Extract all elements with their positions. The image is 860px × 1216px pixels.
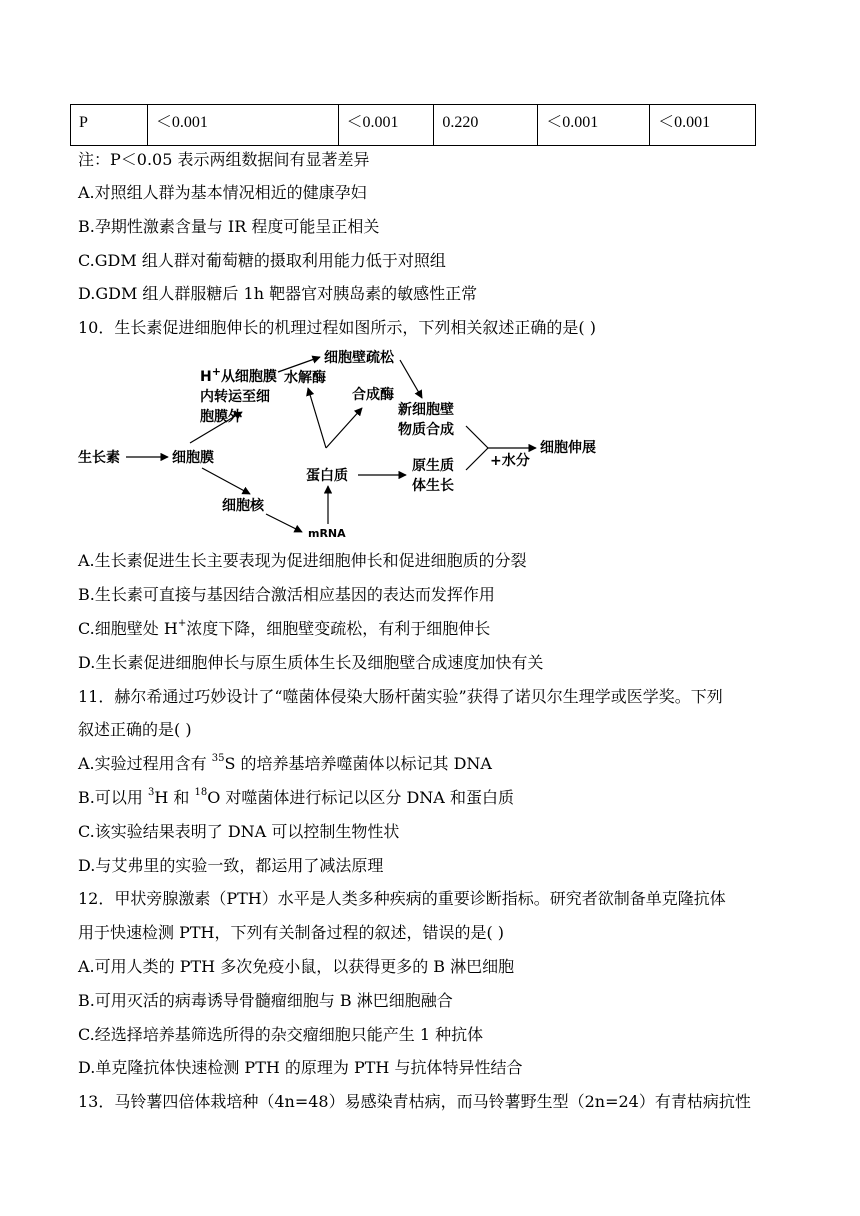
q12-stem-line-2: 用于快速检测 PTH，下列有关制备过程的叙述，错误的是( )	[78, 923, 505, 942]
auxin-mechanism-diagram	[70, 344, 610, 544]
merge-line-top	[466, 426, 488, 448]
table-row	[71, 105, 756, 146]
new-wall-label-1: 新细胞壁	[398, 402, 454, 418]
q9-option-b: B.孕期性激素含量与 IR 程度可能呈正相关	[78, 217, 380, 236]
isotope-sup: 35	[211, 752, 225, 764]
arrow-membrane-nucleus	[202, 468, 250, 494]
protoplast-label-1: 原生质	[412, 458, 454, 474]
q10-stem: 10．生长素促进细胞伸长的机理过程如图所示，下列相关叙述正确的是( )	[78, 318, 596, 337]
q12-stem-line-1: 12．甲状旁腺激素（PTH）水平是人类多种疾病的重要诊断指标。研究者欲制备单克隆抗体	[78, 889, 726, 908]
water-label: +水分	[490, 453, 530, 469]
q11-option-b-pre: B.可以用	[78, 788, 148, 807]
arrow-nucleus-mrna	[266, 514, 302, 532]
table-cell-label: P	[71, 105, 148, 146]
table-note: 注：P＜0.05 表示两组数据间有显著差异	[78, 150, 370, 169]
h-plus-sup: +	[177, 617, 187, 629]
q12-option-b: B.可用灭活的病毒诱导骨髓瘤细胞与 B 淋巴细胞融合	[78, 991, 453, 1010]
h-transport-label-3: 胞膜外	[200, 409, 242, 425]
h-transport-label-1	[200, 365, 277, 385]
h-transport-text: 从细胞膜	[220, 369, 277, 385]
elongation-label: 细胞伸展	[540, 440, 596, 456]
q12-option-c: C.经选择培养基筛选所得的杂交瘤细胞只能产生 1 种抗体	[78, 1025, 484, 1044]
protein-label: 蛋白质	[306, 468, 348, 484]
table-cell: ＜0.001	[650, 105, 756, 146]
arrow-protein-hydrolase	[308, 388, 326, 448]
isotope-sup: 3	[147, 786, 155, 798]
q10-option-c-pre: C.细胞壁处 H	[78, 619, 178, 638]
q11-option-d: D.与艾弗里的实验一致，都运用了减法原理	[78, 856, 384, 875]
q11-option-a-pre: A.实验过程用含有	[78, 754, 212, 773]
wall-loosen-label: 细胞壁疏松	[324, 350, 394, 366]
protoplast-label-2: 体生长	[412, 478, 454, 494]
q11-option-a	[78, 754, 492, 774]
q10-option-c-post: 浓度下降，细胞壁变疏松，有利于细胞伸长	[186, 619, 491, 638]
q13-stem-line-1: 13．马铃薯四倍体栽培种（4n=48）易感染青枯病，而马铃薯野生型（2n=24）有青枯病抗性	[78, 1092, 751, 1111]
q11-stem-line-1: 11．赫尔希通过巧妙设计了“噬菌体侵染大肠杆菌实验”获得了诺贝尔生理学或医学奖。下列	[78, 687, 723, 706]
isotope-sup: 18	[194, 786, 208, 798]
h-transport-label-2: 内转运至细	[200, 389, 270, 405]
merge-line-bottom	[466, 448, 488, 470]
arrow-wall-newwall	[400, 360, 422, 398]
q9-option-d: D.GDM 组人群服糖后 1h 靶器官对胰岛素的敏感性正常	[78, 284, 478, 303]
table-cell: ＜0.001	[338, 105, 434, 146]
h-plus-sup: +	[211, 365, 221, 378]
q11-option-b-mid: H 和	[154, 788, 195, 807]
mrna-label: mRNA	[308, 527, 346, 540]
p-value-table	[70, 104, 756, 146]
q11-option-b	[78, 788, 514, 808]
synthase-label: 合成酶	[352, 387, 394, 403]
hydrolase-label: 水解酶	[284, 370, 326, 386]
cell-membrane-label: 细胞膜	[172, 450, 214, 466]
new-wall-label-2: 物质合成	[398, 422, 454, 438]
q9-option-a: A.对照组人群为基本情况相近的健康孕妇	[78, 183, 367, 202]
h-symbol: H	[200, 369, 212, 385]
q10-option-a: A.生长素促进生长主要表现为促进细胞伸长和促进细胞质的分裂	[78, 551, 527, 570]
arrow-protein-synthase	[326, 408, 362, 448]
table-cell: ＜0.001	[538, 105, 650, 146]
nucleus-label: 细胞核	[222, 498, 264, 514]
q11-stem-line-2: 叙述正确的是( )	[78, 720, 192, 739]
q12-option-a: A.可用人类的 PTH 多次免疫小鼠，以获得更多的 B 淋巴细胞	[78, 957, 515, 976]
auxin-label: 生长素	[78, 450, 120, 466]
table-cell: 0.220	[434, 105, 538, 146]
q11-option-c: C.该实验结果表明了 DNA 可以控制生物性状	[78, 822, 400, 841]
q11-option-b-post: O 对噬菌体进行标记以区分 DNA 和蛋白质	[207, 788, 514, 807]
q9-option-c: C.GDM 组人群对葡萄糖的摄取利用能力低于对照组	[78, 251, 446, 270]
q12-option-d: D.单克隆抗体快速检测 PTH 的原理为 PTH 与抗体特异性结合	[78, 1058, 523, 1077]
q10-option-c	[78, 619, 490, 639]
q10-option-d: D.生长素促进细胞伸长与原生质体生长及细胞壁合成速度加快有关	[78, 653, 544, 672]
q10-option-b: B.生长素可直接与基因结合激活相应基因的表达而发挥作用	[78, 585, 495, 604]
q11-option-a-post: S 的培养基培养噬菌体以标记其 DNA	[224, 754, 492, 773]
table-cell: ＜0.001	[147, 105, 338, 146]
